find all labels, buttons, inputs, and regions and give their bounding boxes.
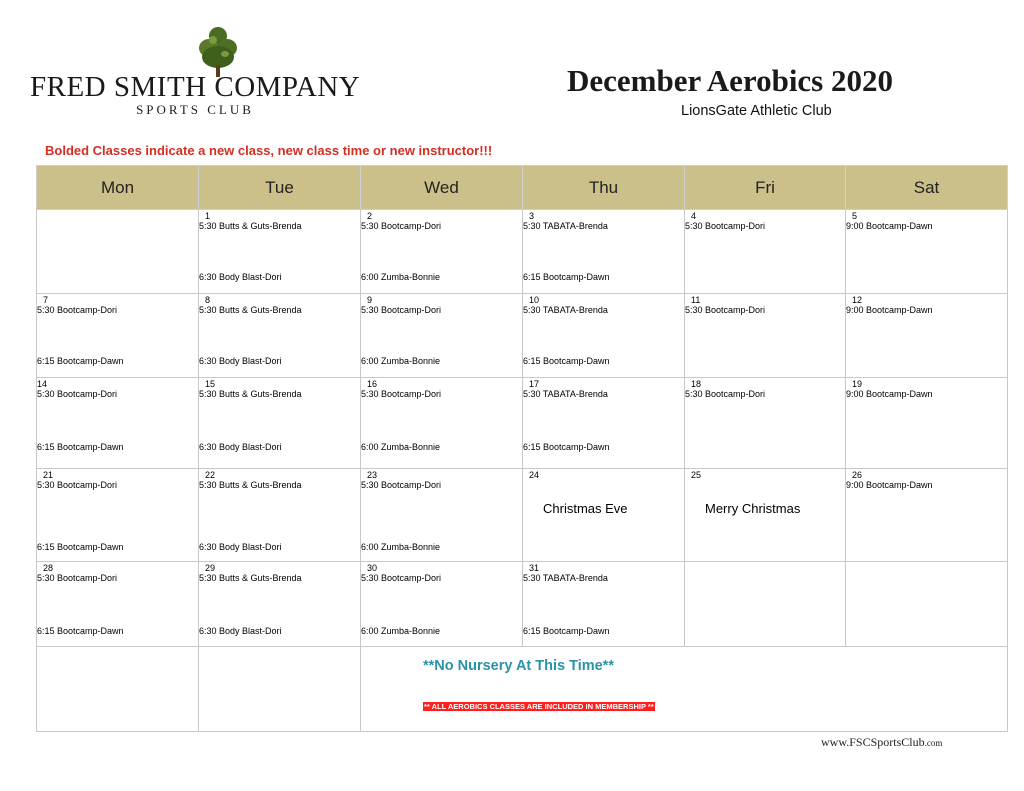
class-entry: 6:30 Body Blast-Dori	[199, 442, 282, 452]
class-entry: 5:30 TABATA-Brenda	[523, 389, 608, 399]
day-cell	[199, 562, 361, 647]
page-subtitle: LionsGate Athletic Club	[681, 103, 832, 119]
brand-subtitle: SPORTS CLUB	[136, 102, 254, 117]
day-cell	[37, 378, 199, 469]
club-logo	[30, 26, 360, 122]
day-number: 15	[205, 379, 216, 389]
class-entry: 5:30 Bootcamp-Dori	[37, 480, 118, 490]
class-entry: 6:15 Bootcamp-Dawn	[37, 626, 124, 636]
class-entry: 6:00 Zumba-Bonnie	[361, 542, 441, 552]
day-cell	[199, 210, 361, 294]
holiday-label: Merry Christmas	[705, 501, 801, 516]
day-number: 28	[43, 563, 54, 573]
week-row	[37, 469, 1008, 562]
calendar-table	[36, 165, 1008, 732]
class-entry: 9:00 Bootcamp-Dawn	[846, 389, 933, 399]
class-entry: 5:30 Bootcamp-Dori	[685, 389, 766, 399]
week-row	[37, 210, 1008, 294]
class-entry: 5:30 Bootcamp-Dori	[37, 389, 118, 399]
website-suffix: .com	[924, 738, 943, 748]
class-entry: 9:00 Bootcamp-Dawn	[846, 480, 933, 490]
day-number: 14	[37, 379, 48, 389]
day-cell	[37, 294, 199, 378]
website-link[interactable]	[821, 735, 942, 750]
day-number: 2	[367, 211, 373, 221]
class-entry: 6:00 Zumba-Bonnie	[361, 356, 441, 366]
class-entry: 5:30 Bootcamp-Dori	[361, 573, 442, 583]
day-cell	[199, 469, 361, 562]
day-number: 26	[852, 470, 863, 480]
class-entry: 6:15 Bootcamp-Dawn	[523, 442, 610, 452]
day-cell	[361, 469, 523, 562]
membership-notice: ** ALL AEROBICS CLASSES ARE INCLUDED IN MEMBERSHIP **	[424, 702, 654, 711]
day-number: 1	[205, 211, 211, 221]
day-cell	[846, 210, 1008, 294]
weekday-header-row	[37, 166, 1008, 210]
class-entry: 9:00 Bootcamp-Dawn	[846, 221, 933, 231]
class-entry: 5:30 Bootcamp-Dori	[361, 389, 442, 399]
class-entry: 6:30 Body Blast-Dori	[199, 626, 282, 636]
day-cell	[523, 562, 685, 647]
day-cell	[685, 210, 846, 294]
class-entry: 5:30 Bootcamp-Dori	[361, 480, 442, 490]
day-cell	[685, 562, 846, 647]
day-cell	[523, 469, 685, 562]
notice-text: Bolded Classes indicate a new class, new class time or new instructor!!!	[45, 143, 493, 158]
week-row	[37, 294, 1008, 378]
class-entry: 5:30 Bootcamp-Dori	[361, 305, 442, 315]
empty-cell	[37, 647, 199, 732]
day-number: 8	[205, 295, 211, 305]
day-cell	[846, 469, 1008, 562]
day-number: 25	[691, 470, 702, 480]
class-entry: 6:15 Bootcamp-Dawn	[37, 442, 124, 452]
day-cell	[846, 378, 1008, 469]
class-entry: 6:30 Body Blast-Dori	[199, 542, 282, 552]
class-entry: 6:30 Body Blast-Dori	[199, 356, 282, 366]
week-row	[37, 562, 1008, 647]
weekday-header: Sat	[846, 166, 1008, 210]
class-entry: 6:00 Zumba-Bonnie	[361, 626, 441, 636]
class-entry: 6:30 Body Blast-Dori	[199, 272, 282, 282]
day-number: 3	[529, 211, 535, 221]
nursery-notice: **No Nursery At This Time**	[423, 658, 614, 674]
class-entry: 5:30 TABATA-Brenda	[523, 221, 608, 231]
class-entry: 5:30 Bootcamp-Dori	[37, 573, 118, 583]
day-cell	[685, 378, 846, 469]
day-number: 4	[691, 211, 697, 221]
day-number: 10	[529, 295, 540, 305]
day-number: 11	[691, 295, 701, 305]
class-entry: 5:30 Butts & Guts-Brenda	[199, 480, 302, 490]
holiday-label: Christmas Eve	[543, 501, 628, 516]
class-entry: 6:15 Bootcamp-Dawn	[37, 356, 124, 366]
class-entry: 5:30 Bootcamp-Dori	[685, 221, 766, 231]
brand-name: FRED SMITH COMPANY	[30, 71, 361, 103]
day-number: 18	[691, 379, 702, 389]
notes-row	[37, 647, 1008, 732]
day-number: 30	[367, 563, 378, 573]
day-number: 24	[529, 470, 540, 480]
day-cell	[37, 210, 199, 294]
class-entry: 5:30 Butts & Guts-Brenda	[199, 573, 302, 583]
day-cell	[523, 378, 685, 469]
week-row	[37, 378, 1008, 469]
class-entry: 5:30 Butts & Guts-Brenda	[199, 389, 302, 399]
class-entry: 6:00 Zumba-Bonnie	[361, 442, 441, 452]
day-cell	[361, 562, 523, 647]
day-cell	[37, 469, 199, 562]
class-entry: 5:30 TABATA-Brenda	[523, 573, 608, 583]
day-number: 31	[529, 563, 540, 573]
class-entry: 5:30 Butts & Guts-Brenda	[199, 221, 302, 231]
day-number: 16	[367, 379, 378, 389]
weekday-header: Fri	[685, 166, 846, 210]
day-cell	[361, 378, 523, 469]
day-cell	[685, 469, 846, 562]
day-cell	[361, 294, 523, 378]
weekday-header: Tue	[199, 166, 361, 210]
day-cell	[199, 294, 361, 378]
day-cell	[199, 378, 361, 469]
class-entry: 5:30 Bootcamp-Dori	[37, 305, 118, 315]
class-entry: 6:15 Bootcamp-Dawn	[523, 356, 610, 366]
day-number: 9	[367, 295, 373, 305]
class-entry: 6:15 Bootcamp-Dawn	[523, 626, 610, 636]
day-cell	[523, 294, 685, 378]
day-number: 21	[43, 470, 54, 480]
day-cell	[685, 294, 846, 378]
weekday-header: Mon	[37, 166, 199, 210]
class-entry: 5:30 Bootcamp-Dori	[361, 221, 442, 231]
class-entry: 6:00 Zumba-Bonnie	[361, 272, 441, 282]
day-number: 22	[205, 470, 216, 480]
day-number: 12	[852, 295, 863, 305]
day-cell	[846, 562, 1008, 647]
day-cell	[37, 562, 199, 647]
day-number: 19	[852, 379, 863, 389]
weekday-header: Wed	[361, 166, 523, 210]
class-entry: 9:00 Bootcamp-Dawn	[846, 305, 933, 315]
day-number: 7	[43, 295, 49, 305]
day-number: 23	[367, 470, 378, 480]
class-entry: 6:15 Bootcamp-Dawn	[523, 272, 610, 282]
day-number: 5	[852, 211, 858, 221]
weekday-header: Thu	[523, 166, 685, 210]
day-cell	[846, 294, 1008, 378]
page-title: December Aerobics 2020	[567, 63, 893, 98]
class-entry: 5:30 Butts & Guts-Brenda	[199, 305, 302, 315]
day-cell	[361, 210, 523, 294]
day-number: 17	[529, 379, 540, 389]
day-cell	[523, 210, 685, 294]
notes-cell	[361, 647, 1008, 732]
day-number: 29	[205, 563, 216, 573]
class-entry: 5:30 Bootcamp-Dori	[685, 305, 766, 315]
class-entry: 5:30 TABATA-Brenda	[523, 305, 608, 315]
empty-cell	[199, 647, 361, 732]
website-domain: www.FSCSportsClub	[821, 735, 925, 749]
class-entry: 6:15 Bootcamp-Dawn	[37, 542, 124, 552]
